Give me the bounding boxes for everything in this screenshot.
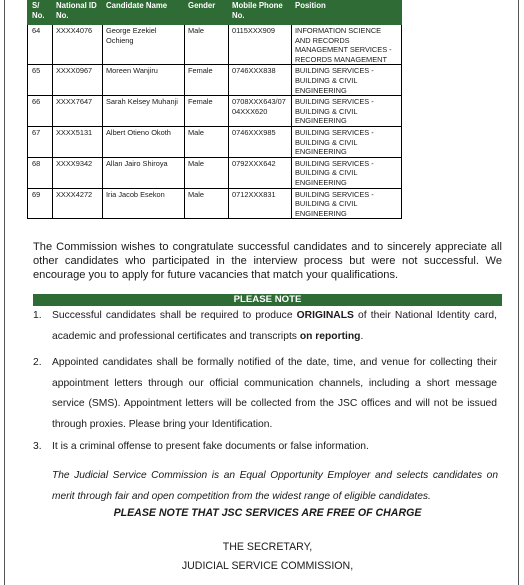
list-number: 3. [33, 441, 42, 452]
cell-position: BUILDING SERVICES - BUILDING & CIVIL ENGINEERING [292, 157, 402, 188]
cell-gender: Male [185, 188, 229, 219]
note-1-on-reporting: on reporting [299, 330, 361, 342]
table-row [28, 25, 402, 65]
table-row [28, 96, 402, 127]
cell-gender: Male [185, 157, 229, 188]
cell-sno: 64 [28, 25, 53, 65]
cell-candidate-name: Allan Jairo Shiroya [103, 157, 185, 188]
signature-organization: JUDICIAL SERVICE COMMISSION, [181, 560, 354, 572]
note-1-originals: ORIGINALS [296, 310, 354, 321]
table-row [28, 188, 402, 219]
cell-national-id: XXXX9342 [53, 157, 103, 188]
table-row [28, 126, 402, 157]
cell-mobile: 0712XXX831 [229, 188, 292, 219]
cell-candidate-name: Sarah Kelsey Muhanji [103, 96, 185, 127]
list-number: 2. [33, 357, 42, 368]
cell-gender: Male [185, 25, 229, 65]
candidates-table [27, 0, 402, 219]
cell-mobile: 0792XXX642 [229, 157, 292, 188]
col-header-position: Position [292, 1, 402, 25]
cell-mobile: 0708XXX643/0704XXX620 [229, 96, 292, 127]
cell-candidate-name: Iria Jacob Esekon [103, 188, 185, 219]
cell-candidate-name: George Ezekiel Ochieng [103, 25, 185, 65]
free-of-charge-notice: PLEASE NOTE THAT JSC SERVICES ARE FREE OF CHARGE [113, 507, 422, 519]
col-header-candidate-name: Candidate Name [103, 1, 185, 25]
list-item [33, 353, 497, 435]
note-1-end: . [360, 330, 364, 342]
table-row [28, 157, 402, 188]
table-row [28, 65, 402, 96]
cell-candidate-name: Moreen Wanjiru [103, 65, 185, 96]
list-number: 1. [33, 310, 42, 321]
note-3-text: It is a criminal offense to present fake documents or false information. [52, 441, 369, 452]
col-header-gender: Gender [185, 1, 229, 25]
cell-sno: 66 [28, 96, 53, 127]
cell-position: BUILDING SERVICES - BUILDING & CIVIL ENGINEERING [292, 96, 402, 127]
cell-position: INFORMATION SCIENCE AND RECORDS MANAGEMENT SERVICES - RECORDS MANAGEMENT [292, 25, 402, 65]
cell-gender: Female [185, 96, 229, 127]
cell-national-id: XXXX4076 [53, 25, 103, 65]
note-1-text: Successful candidates shall be required to produce [52, 310, 297, 321]
note-2-text: Appointed candidates shall be formally notified of the date, time, and venue for collecting their appointment letters through our official communication channels, including a short message service (SMS). Appointment letters will be collected from the JSC offices and will not be issued through proxies. Please bring your Identification. [52, 357, 497, 430]
signature-title: THE SECRETARY, [222, 541, 313, 553]
cell-national-id: XXXX0967 [53, 65, 103, 96]
note-1-text-cont: of their National Identity card, academic and professional certificates and transcripts [52, 310, 497, 342]
cell-gender: Female [185, 65, 229, 96]
cell-national-id: XXXX7647 [53, 96, 103, 127]
equal-opportunity-statement: The Judicial Service Commission is an Equal Opportunity Employer and selects candidates on merit through fair and open competition from the widest range of eligible candidates. [52, 470, 498, 502]
cell-mobile: 0115XXX909 [229, 25, 292, 65]
cell-sno: 68 [28, 157, 53, 188]
col-header-national-id: National ID No. [53, 1, 103, 25]
cell-position: BUILDING SERVICES - BUILDING & CIVIL ENGINEERING [292, 188, 402, 219]
cell-position: BUILDING SERVICES - BUILDING & CIVIL ENGINEERING [292, 126, 402, 157]
table-header-row [28, 1, 402, 25]
col-header-mobile: Mobile Phone No. [229, 1, 292, 25]
list-item [33, 437, 497, 458]
congratulations-paragraph: The Commission wishes to congratulate successful candidates and to sincerely appreciate all other candidates who participated in the interview process but were not successful. We encourage you to apply for future vacancies that match your qualifications. [33, 241, 502, 281]
cell-gender: Male [185, 126, 229, 157]
cell-mobile: 0746XXX838 [229, 65, 292, 96]
cell-position: BUILDING SERVICES - BUILDING & CIVIL ENGINEERING [292, 65, 402, 96]
col-header-sno: S/ No. [28, 1, 53, 25]
cell-national-id: XXXX5131 [53, 126, 103, 157]
list-item [33, 306, 497, 347]
page-border-left [4, 0, 5, 585]
please-note-banner: PLEASE NOTE [33, 294, 502, 306]
cell-sno: 69 [28, 188, 53, 219]
page-border-right [518, 0, 519, 585]
cell-sno: 65 [28, 65, 53, 96]
cell-mobile: 0746XXX985 [229, 126, 292, 157]
cell-candidate-name: Albert Otieno Okoth [103, 126, 185, 157]
notes-list [33, 306, 497, 458]
cell-national-id: XXXX4272 [53, 188, 103, 219]
cell-sno: 67 [28, 126, 53, 157]
